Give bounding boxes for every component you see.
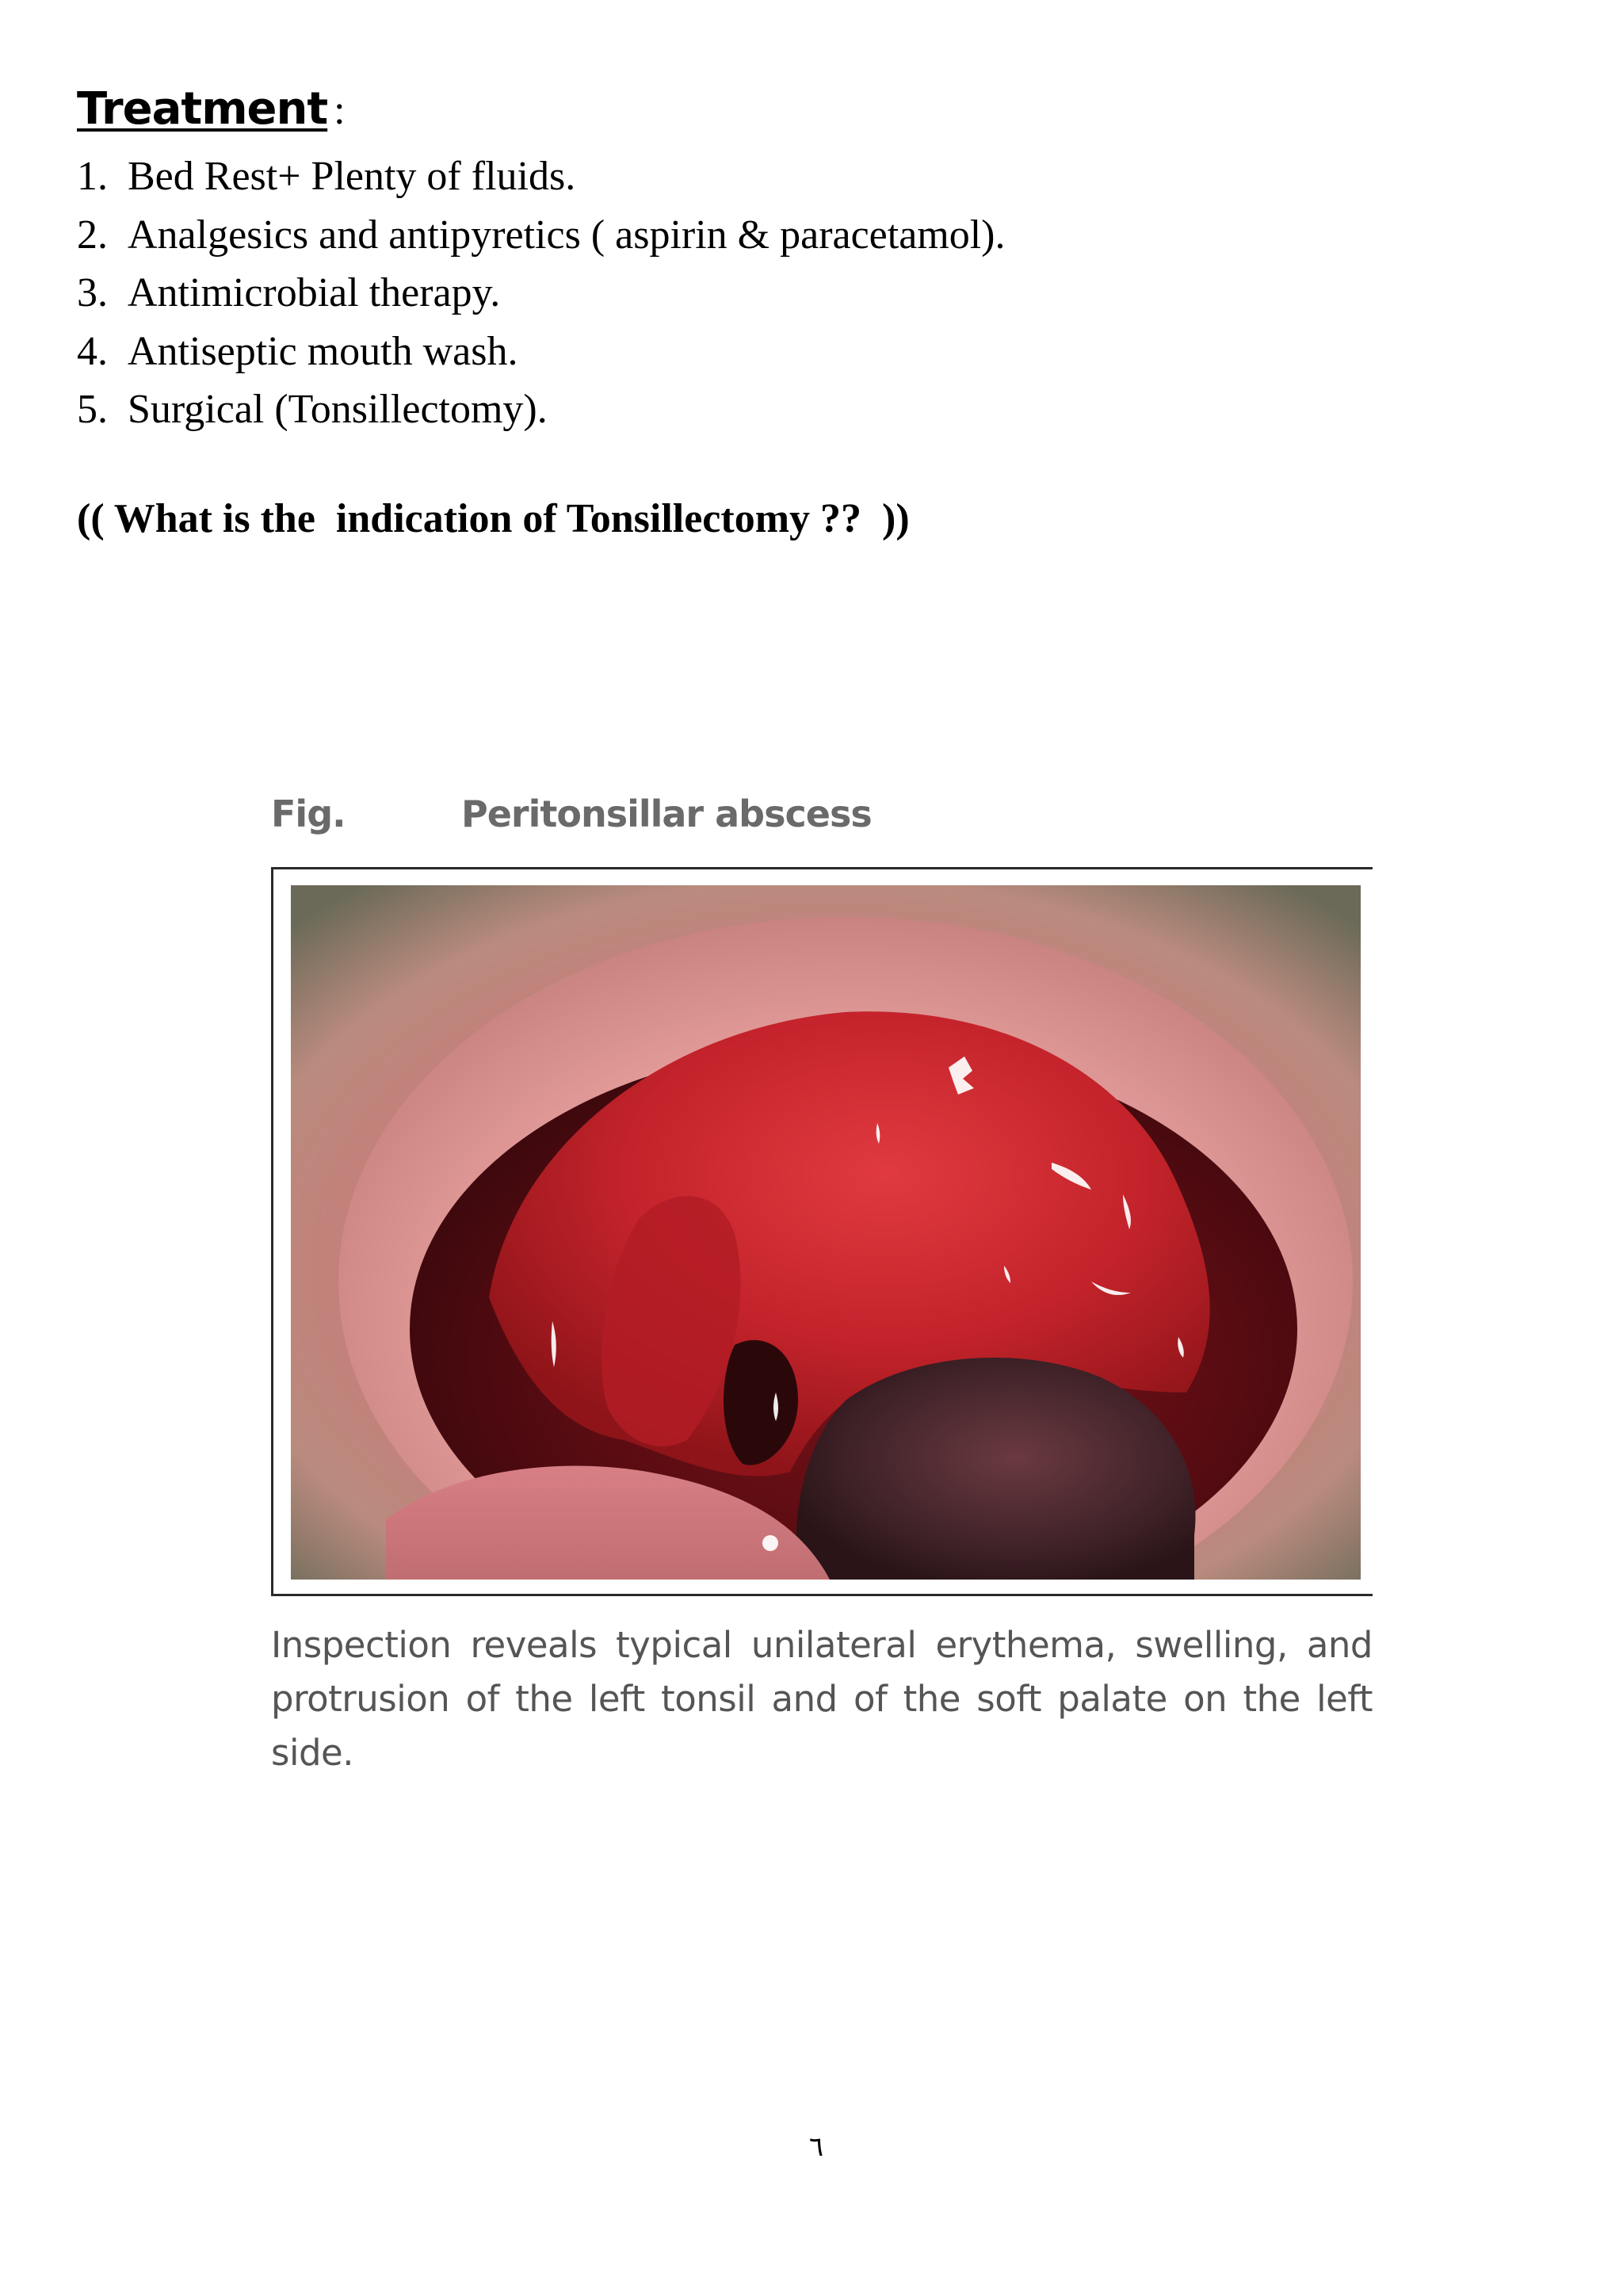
list-item: [77, 206, 1006, 265]
list-item: [77, 380, 1006, 439]
list-item-text: Surgical (Tonsillectomy).: [128, 387, 548, 432]
list-item-number: 2.: [77, 212, 108, 258]
list-item-number: 5.: [77, 387, 108, 432]
list-item: [77, 147, 1006, 206]
treatment-list: [77, 147, 1006, 439]
figure-description: Inspection reveals typical unilateral erythema, swelling, and protrusion of the left tonsil and of the soft palate on the left side.: [271, 1624, 1373, 1774]
treatment-colon: :: [334, 88, 346, 133]
list-item-number: 4.: [77, 328, 108, 374]
mouth-photo: [291, 885, 1361, 1580]
figure-title: Peritonsillar abscess: [461, 793, 872, 835]
page-number: ٦: [808, 2133, 824, 2162]
figure-frame: [271, 867, 1373, 1596]
treatment-title: Treatment: [77, 83, 328, 135]
figure: [271, 786, 1373, 1793]
tonsillectomy-question: (( What is the indication of Tonsillectomy ?? )): [77, 496, 910, 541]
list-item: [77, 264, 1006, 323]
list-item-number: 3.: [77, 270, 108, 315]
treatment-heading: [77, 81, 346, 139]
figure-label: Fig.: [271, 793, 346, 835]
list-item-number: 1.: [77, 154, 108, 199]
list-item-text: Antimicrobial therapy.: [128, 270, 501, 315]
list-item: [77, 323, 1006, 381]
list-item-text: Antiseptic mouth wash.: [128, 328, 518, 374]
list-item-text: Bed Rest+ Plenty of fluids.: [128, 154, 576, 199]
list-item-text: Analgesics and antipyretics ( aspirin & paracetamol).: [128, 212, 1006, 258]
